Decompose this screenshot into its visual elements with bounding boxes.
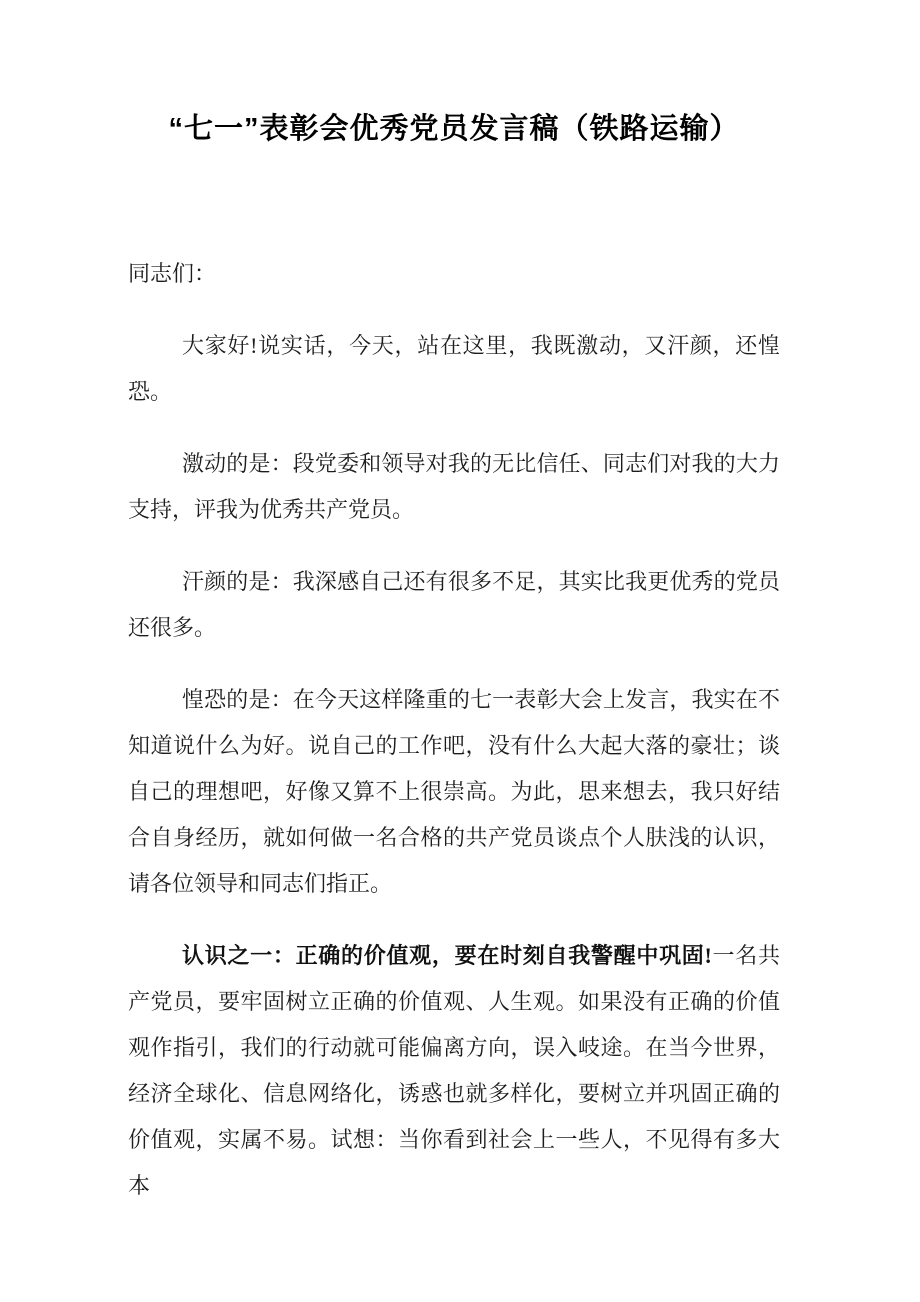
paragraph-bold-lead: 认识之一：正确的价值观，要在时刻自我警醒中巩固! — [182, 943, 712, 968]
paragraph-body-text: 一名共产党员，要牢固树立正确的价值观、人生观。如果没有正确的价值观作指引，我们的行动就可能偏离方向，误入岐途。在当今世界，经济全球化、信息网络化，诱惑也就多样化，要树立并巩固正确的价值观，实属不易。试想：当你看到社会上一些人，不见得有多大本 — [128, 943, 780, 1198]
paragraph-ashamed: 汗颜的是：我深感自己还有很多不足，其实比我更优秀的党员还很多。 — [128, 569, 780, 640]
document-body — [128, 251, 780, 1209]
paragraph-understanding-one — [128, 933, 780, 1209]
paragraph-salutation: 同志们： — [128, 261, 217, 286]
paragraph-excited: 激动的是：段党委和领导对我的无比信任、同志们对我的大力支持，评我为优秀共产党员。 — [128, 451, 780, 522]
paragraph-fearful: 惶恐的是：在今天这样隆重的七一表彰大会上发言，我实在不知道说什么为好。说自己的工作吧，没有什么大起大落的豪壮；谈自己的理想吧，好像又算不上很崇高。为此，思来想去，我只好结合自身经历，就如何做一名合格的共产党员谈点个人肤浅的认识，请各位领导和同志们指正。 — [128, 687, 780, 896]
paragraph-greeting: 大家好!说实话，今天，站在这里，我既激动，又汗颜，还惶恐。 — [128, 333, 780, 404]
document-title: “七一”表彰会优秀党员发言稿（铁路运输） — [168, 113, 740, 145]
